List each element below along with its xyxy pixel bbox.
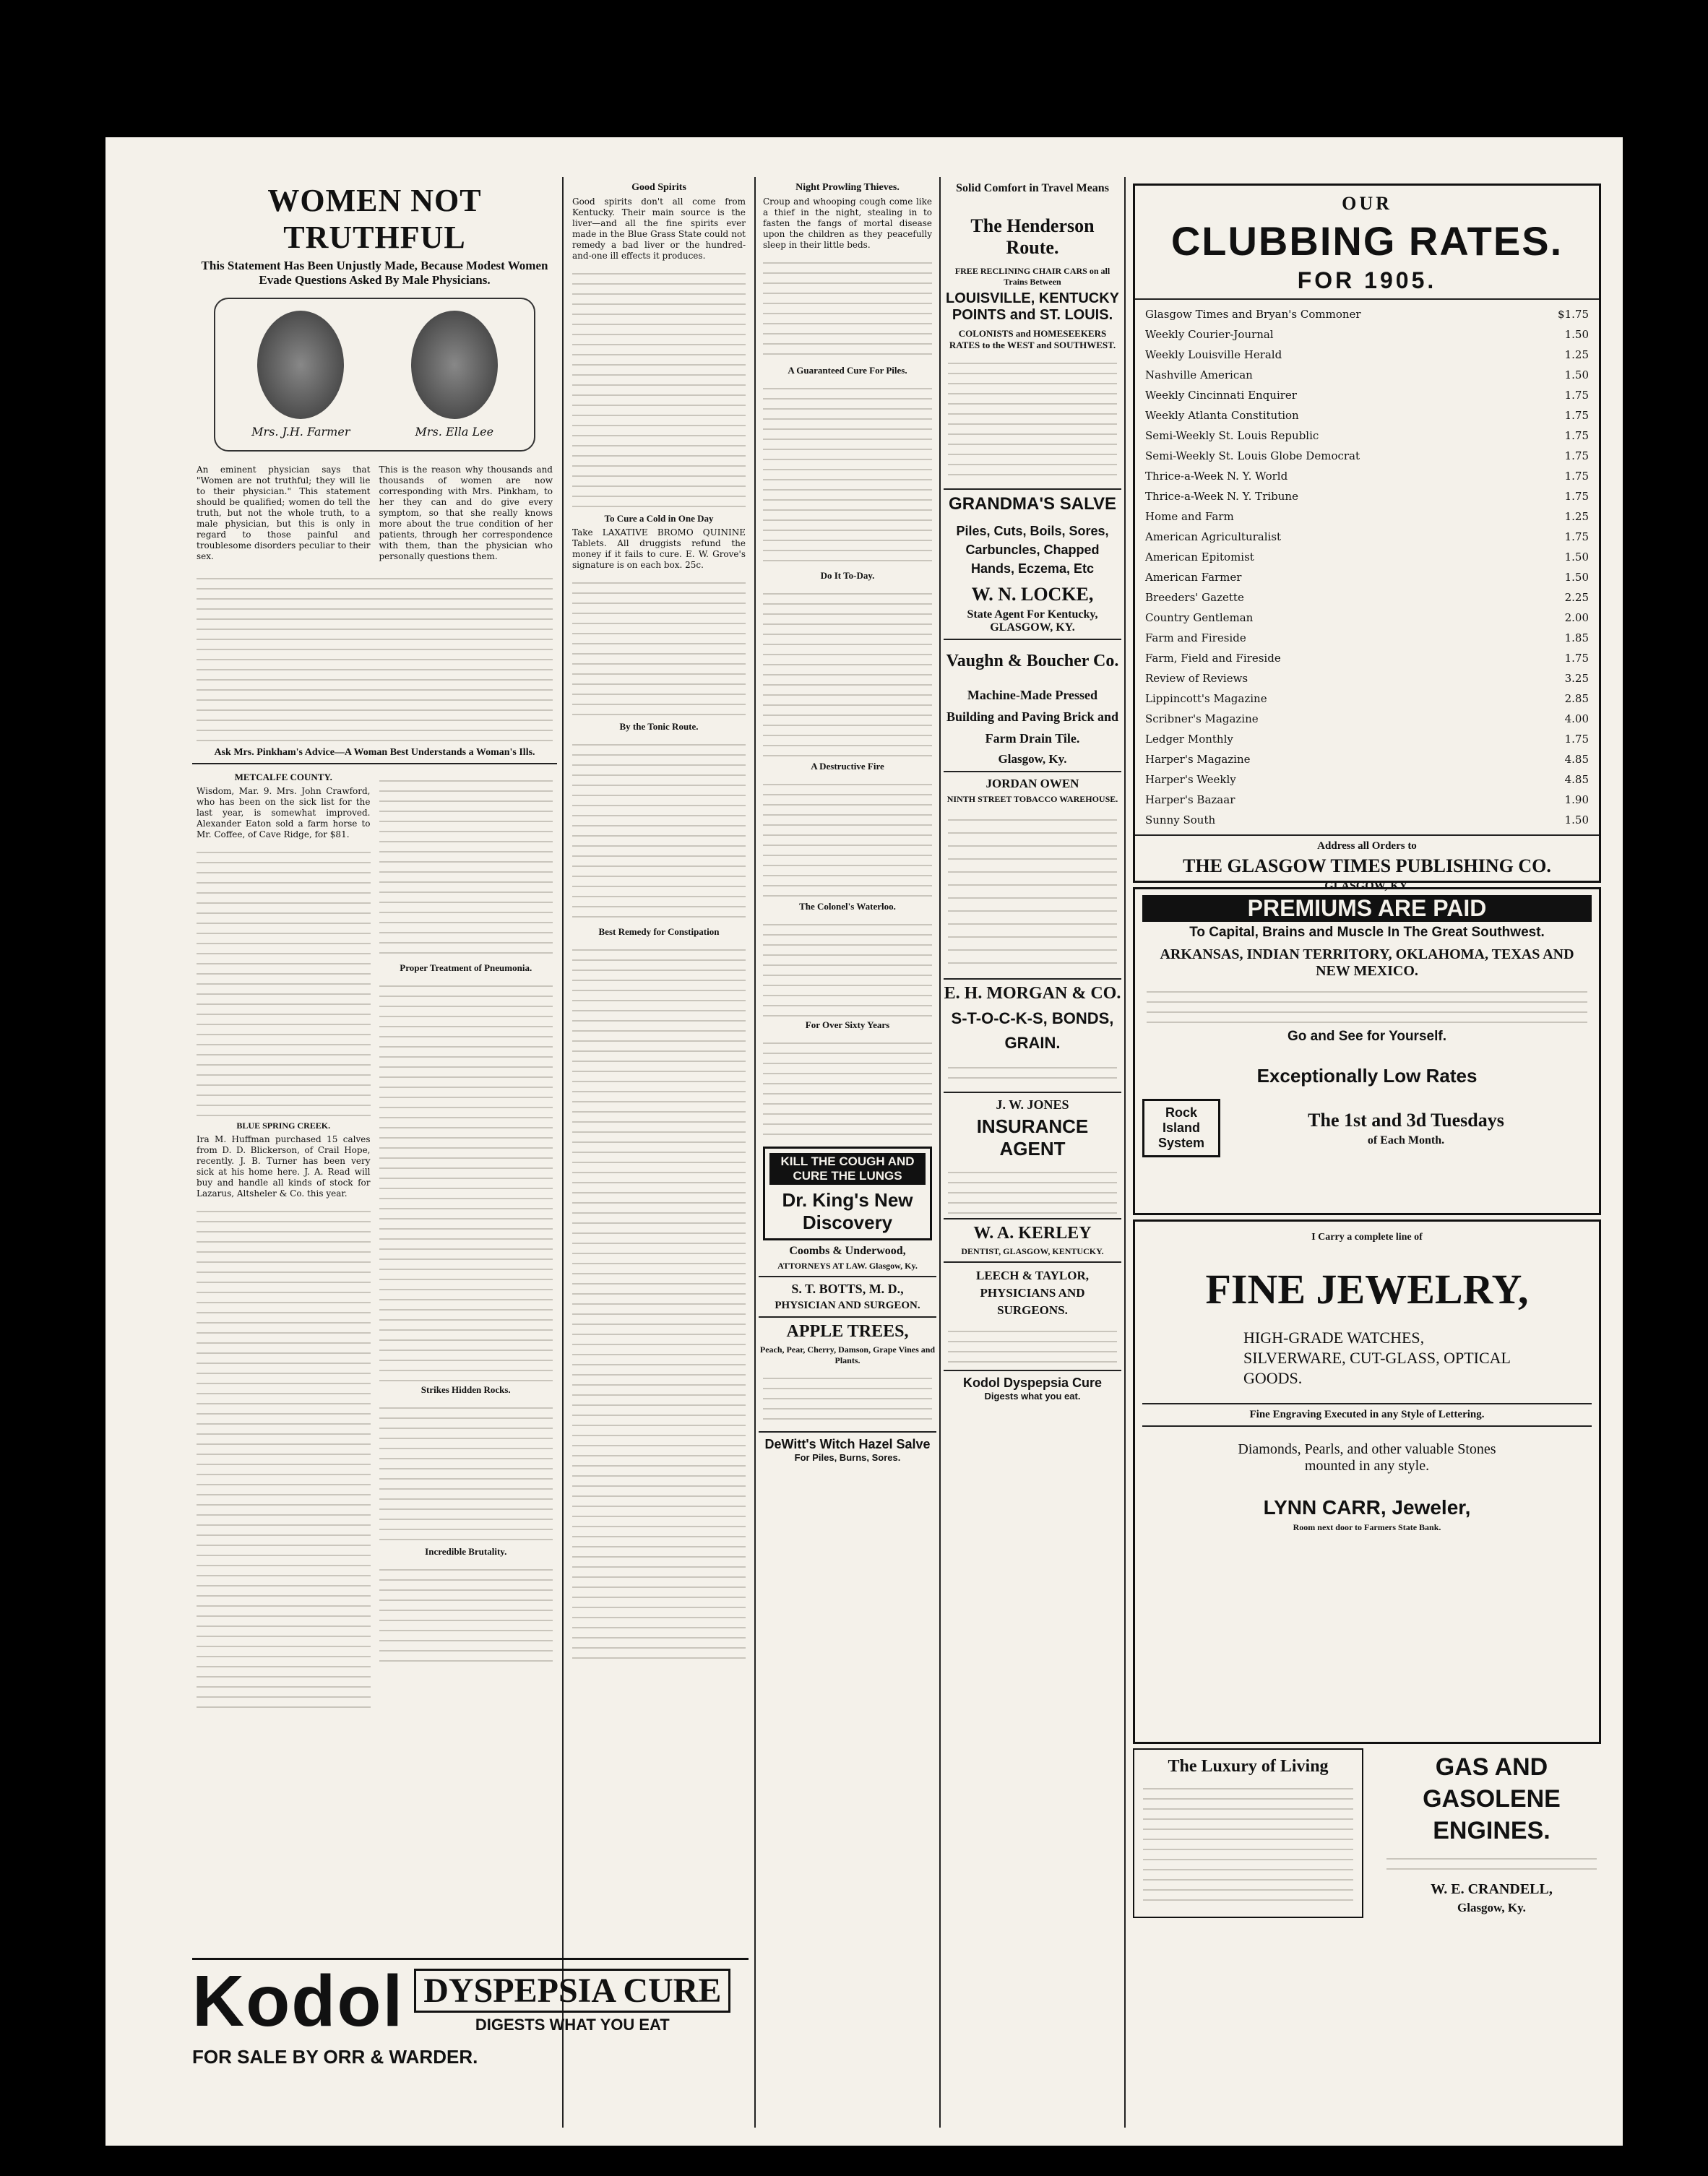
column-1 xyxy=(192,179,557,1949)
premiums-sub: To Capital, Brains and Muscle In The Great Southwest. xyxy=(1189,925,1545,940)
clubbing-title: CLUBBING RATES. xyxy=(1170,218,1563,264)
rate-name: Glasgow Times and Bryan's Commoner xyxy=(1145,308,1361,321)
proper-heading: Proper Treatment of Pneumonia. xyxy=(400,962,532,973)
rate-name: American Farmer xyxy=(1145,571,1242,584)
rate-price: 1.50 xyxy=(1564,813,1589,826)
rate-name: Ledger Monthly xyxy=(1145,733,1233,746)
constipation-heading: Best Remedy for Constipation xyxy=(598,926,720,937)
divider xyxy=(1135,834,1599,836)
rate-name: Harper's Bazaar xyxy=(1145,793,1235,806)
vaughn-city: Glasgow, Ky. xyxy=(998,752,1067,766)
rate-price: 1.50 xyxy=(1564,551,1589,564)
address-label: Address all Orders to xyxy=(1317,840,1417,852)
morgan-sub: S-T-O-C-K-S, BONDS, GRAIN. xyxy=(951,1009,1114,1052)
botts-sub: PHYSICIAN AND SURGEON. xyxy=(775,1300,920,1311)
dr-kings-ad xyxy=(763,1147,932,1240)
crandell-city: Glasgow, Ky. xyxy=(1457,1901,1526,1914)
rock-island-text xyxy=(1147,983,1587,1026)
crandell: W. E. CRANDELL, xyxy=(1431,1881,1553,1897)
gas-text xyxy=(1386,1849,1597,1878)
rate-price: 1.90 xyxy=(1564,793,1589,806)
publisher: THE GLASGOW TIMES PUBLISHING CO. xyxy=(1183,855,1551,876)
rate-row xyxy=(1135,506,1599,527)
blue-spring-body: Ira M. Huffman purchased 15 calves from D. D. Blickerson, of Crail Hope, recently. J. B. Turner has been very sick at his home here. J. A. Read will buy and handle all kinds of stock for Lazarus, Altsheler & Co. this year. xyxy=(197,1134,371,1199)
jordan-sub: NINTH STREET TOBACCO WAREHOUSE. xyxy=(946,794,1118,804)
coombs: Coombs & Underwood, xyxy=(789,1245,906,1257)
rate-row xyxy=(1135,729,1599,749)
colonel-text xyxy=(763,915,932,1016)
coombs-sub: ATTORNEYS AT LAW. Glasgow, Ky. xyxy=(777,1261,918,1271)
rate-row xyxy=(1135,486,1599,506)
apple-trees: APPLE TREES, xyxy=(786,1322,909,1341)
pinkham-footer: Ask Mrs. Pinkham's Advice—A Woman Best Understands a Woman's Ills. xyxy=(214,747,535,758)
luxury-text xyxy=(1143,1779,1353,1902)
rate-row xyxy=(1135,648,1599,668)
divider xyxy=(944,488,1121,490)
our-label: OUR xyxy=(1342,193,1392,214)
grandma-salve: GRANDMA'S SALVE xyxy=(949,494,1116,514)
rate-price: 2.85 xyxy=(1564,692,1589,705)
dewitt-sub: For Piles, Burns, Sores. xyxy=(794,1452,901,1463)
sixty-heading: For Over Sixty Years xyxy=(805,1019,890,1030)
rate-price: 1.75 xyxy=(1564,409,1589,422)
insurance-text xyxy=(948,1163,1117,1214)
rate-name: Farm and Fireside xyxy=(1145,631,1246,644)
kodol-ad xyxy=(192,1958,749,2104)
rate-name: Sunny South xyxy=(1145,813,1216,826)
each-month: of Each Month. xyxy=(1367,1134,1445,1147)
column-2 xyxy=(568,179,750,1949)
luxury-ad xyxy=(1133,1748,1363,1918)
article-body: This is the reason why thousands and thousands of women are now corresponding with Mrs. Pinkham, to her they can and do give every symptom, so that she really knows more about the true condition of her patients, through her correspondence with them, than the physician who personally questions them. xyxy=(379,465,553,561)
tonic-text xyxy=(572,735,746,923)
divider xyxy=(944,771,1121,772)
rate-row xyxy=(1135,790,1599,810)
column-5 xyxy=(1129,179,1605,2144)
kodol-logo: Kodol xyxy=(192,1961,405,2042)
vaughn: Vaughn & Boucher Co. xyxy=(946,652,1119,670)
luxury-title: The Luxury of Living xyxy=(1168,1757,1329,1776)
kill-cough: KILL THE COUGH AND CURE THE LUNGS xyxy=(769,1153,926,1185)
rate-row xyxy=(1135,324,1599,345)
rate-row xyxy=(1135,567,1599,587)
colonel-heading: The Colonel's Waterloo. xyxy=(799,901,896,912)
rate-row xyxy=(1135,385,1599,405)
divider xyxy=(944,1261,1121,1263)
strikes-heading: Strikes Hidden Rocks. xyxy=(420,1384,511,1395)
rate-name: Weekly Courier-Journal xyxy=(1145,328,1274,341)
column-rule xyxy=(754,177,756,2128)
gas-engines: GAS AND GASOLENE ENGINES. xyxy=(1423,1753,1561,1844)
go-see: Go and See for Yourself. xyxy=(1288,1029,1446,1044)
henderson-text xyxy=(948,354,1117,484)
rate-row xyxy=(1135,668,1599,688)
rate-name: Harper's Magazine xyxy=(1145,753,1251,766)
rate-row xyxy=(1135,405,1599,426)
leech-text xyxy=(948,1322,1117,1365)
rate-name: Nashville American xyxy=(1145,368,1253,381)
henderson-route: The Henderson Route. xyxy=(970,215,1095,258)
comfort-heading: Solid Comfort in Travel Means xyxy=(956,182,1109,194)
piles-heading: A Guaranteed Cure For Piles. xyxy=(788,365,907,376)
newspaper-page xyxy=(105,137,1623,2146)
rate-row xyxy=(1135,628,1599,648)
good-spirits-continued xyxy=(572,264,746,510)
column-rule xyxy=(1124,177,1126,2128)
headline-women: WOMEN NOT TRUTHFUL xyxy=(267,183,482,255)
metcalfe-body: Wisdom, Mar. 9. Mrs. John Crawford, who has been on the sick list for the last year, is somewhat improved. Alexander Eaton sold a farm horse to Mr. Coffee, of Cave Ridge, for $81. xyxy=(197,786,371,839)
rate-row xyxy=(1135,304,1599,324)
gas-engines-ad xyxy=(1382,1748,1601,1918)
rate-row xyxy=(1135,365,1599,385)
fine-jewelry: FINE JEWELRY, xyxy=(1205,1266,1529,1313)
rate-price: 1.50 xyxy=(1564,328,1589,341)
caption-farmer: Mrs. J.H. Farmer xyxy=(251,425,350,439)
fire-heading: A Destructive Fire xyxy=(811,761,884,772)
kodol-small-sub: Digests what you eat. xyxy=(984,1391,1081,1402)
rate-name: Breeders' Gazette xyxy=(1145,591,1244,604)
ad-text xyxy=(572,574,746,718)
divider xyxy=(759,1431,936,1433)
rate-price: 1.25 xyxy=(1564,348,1589,361)
rate-name: Weekly Louisville Herald xyxy=(1145,348,1282,361)
column-rule xyxy=(939,177,941,2128)
rate-price: 1.85 xyxy=(1564,631,1589,644)
jordan-text xyxy=(948,808,1117,974)
rates-list xyxy=(1135,304,1599,830)
rate-name: Farm, Field and Fireside xyxy=(1145,652,1281,665)
night-continued xyxy=(763,254,932,362)
fire-text xyxy=(763,775,932,898)
today-text xyxy=(763,584,932,758)
good-spirits-heading: Good Spirits xyxy=(631,182,686,193)
rate-name: Harper's Weekly xyxy=(1145,773,1236,786)
kodol-small: Kodol Dyspepsia Cure xyxy=(962,1376,1103,1390)
rate-price: 2.00 xyxy=(1564,611,1589,624)
piles-text xyxy=(763,379,932,567)
rate-name: American Agriculturalist xyxy=(1145,530,1282,543)
rate-price: 2.25 xyxy=(1564,591,1589,604)
column-rule xyxy=(562,177,564,2128)
dr-kings: Dr. King's New Discovery xyxy=(782,1189,913,1233)
tonic-heading: By the Tonic Route. xyxy=(619,721,699,732)
brutality-heading: Incredible Brutality. xyxy=(425,1546,507,1557)
col2-continued xyxy=(572,941,746,1663)
rate-row xyxy=(1135,587,1599,608)
rate-price: 1.75 xyxy=(1564,470,1589,483)
rate-price: 1.75 xyxy=(1564,449,1589,462)
rate-row xyxy=(1135,426,1599,446)
metcalfe-continued xyxy=(197,843,371,1118)
rate-name: American Epitomist xyxy=(1145,551,1254,564)
divider xyxy=(759,1316,936,1318)
night-body: Croup and whooping cough come like a thief in the night, stealing in to fasten the fangs of mortal disease upon the children as they peacefully sleep in their little beds. xyxy=(763,197,932,250)
rate-price: 1.75 xyxy=(1564,389,1589,402)
states: ARKANSAS, INDIAN TERRITORY, OKLAHOMA, TEXAS AND NEW MEXICO. xyxy=(1160,946,1574,979)
rate-price: $1.75 xyxy=(1558,308,1589,321)
divider xyxy=(1142,1403,1592,1404)
rate-name: Semi-Weekly St. Louis Globe Democrat xyxy=(1145,449,1360,462)
rate-name: Thrice-a-Week N. Y. Tribune xyxy=(1145,490,1298,503)
rate-row xyxy=(1135,345,1599,365)
today-heading: Do It To-Day. xyxy=(820,570,875,581)
rate-row xyxy=(1135,749,1599,769)
article-continued xyxy=(197,569,553,743)
rate-name: Country Gentleman xyxy=(1145,611,1254,624)
rate-price: 1.25 xyxy=(1564,510,1589,523)
rate-row xyxy=(1135,769,1599,790)
insurance-agent: INSURANCE AGENT xyxy=(976,1115,1089,1160)
divider xyxy=(944,1370,1121,1371)
jordan: JORDAN OWEN xyxy=(985,777,1079,790)
digests: DIGESTS WHAT YOU EAT xyxy=(475,2016,670,2034)
news-continued xyxy=(379,772,553,959)
portrait-lee xyxy=(411,311,498,419)
tuesdays: The 1st and 3d Tuesdays xyxy=(1308,1109,1504,1131)
rate-row xyxy=(1135,527,1599,547)
rate-price: 1.50 xyxy=(1564,368,1589,381)
diamonds: Diamonds, Pearls, and other valuable Stones mounted in any style. xyxy=(1238,1441,1496,1474)
article-body: An eminent physician says that "Women are not truthful; they will lie to their physician." This statement should be qualified; women do tell the truth, but not the whole truth, to a male physician, but this is only in regard to those painful and troublesome disorders peculiar to their sex. xyxy=(197,465,371,561)
divider xyxy=(944,1092,1121,1093)
dyspepsia-cure: DYSPEPSIA CURE xyxy=(414,1969,730,2013)
morgan-text xyxy=(948,1058,1117,1087)
rate-price: 3.25 xyxy=(1564,672,1589,685)
rate-price: 4.85 xyxy=(1564,753,1589,766)
engraving: Fine Engraving Executed in any Style of Lettering. xyxy=(1249,1409,1485,1420)
divider xyxy=(192,763,557,764)
carr-sub: Room next door to Farmers State Bank. xyxy=(1293,1522,1441,1532)
rate-row xyxy=(1135,446,1599,466)
rate-row xyxy=(1135,688,1599,709)
locke-sub: State Agent For Kentucky, GLASGOW, KY. xyxy=(967,608,1098,634)
morgan: E. H. MORGAN & CO. xyxy=(944,984,1121,1003)
metcalfe-heading: METCALFE COUNTY. xyxy=(234,772,332,782)
rate-price: 1.75 xyxy=(1564,429,1589,442)
rate-row xyxy=(1135,709,1599,729)
sold-by: FOR SALE BY ORR & WARDER. xyxy=(192,2046,478,2068)
rate-price: 1.75 xyxy=(1564,530,1589,543)
sixty-text xyxy=(763,1034,932,1142)
blue-spring-continued xyxy=(197,1202,371,1708)
rate-name: Scribner's Magazine xyxy=(1145,712,1259,725)
apple-text xyxy=(763,1369,932,1427)
jewelry-items: HIGH-GRADE WATCHES, SILVERWARE, CUT-GLASS, OPTICAL GOODS. xyxy=(1243,1329,1511,1387)
jewelry-intro: I Carry a complete line of xyxy=(1311,1232,1423,1243)
portrait-illustration xyxy=(214,298,535,452)
leech-taylor: LEECH & TAYLOR, PHYSICIANS AND SURGEONS. xyxy=(975,1269,1090,1317)
rate-row xyxy=(1135,608,1599,628)
pneumonia-text xyxy=(379,977,553,1381)
rate-price: 4.85 xyxy=(1564,773,1589,786)
kerley-sub: DENTIST, GLASGOW, KENTUCKY. xyxy=(961,1246,1104,1256)
subheadline: This Statement Has Been Unjustly Made, Because Modest Women Evade Questions Asked By Male Physicians. xyxy=(201,259,548,287)
caption-lee: Mrs. Ella Lee xyxy=(415,425,494,439)
rate-price: 4.00 xyxy=(1564,712,1589,725)
rate-row xyxy=(1135,547,1599,567)
lynn-carr: LYNN CARR, Jeweler, xyxy=(1263,1496,1471,1519)
cures-list: Piles, Cuts, Boils, Sores, Carbuncles, Chapped Hands, Eczema, Etc xyxy=(956,524,1109,576)
divider xyxy=(944,639,1121,640)
column-4 xyxy=(944,179,1121,2130)
rate-name: Review of Reviews xyxy=(1145,672,1248,685)
kerley: W. A. KERLEY xyxy=(973,1224,1092,1243)
jones: J. W. JONES xyxy=(996,1097,1069,1112)
blue-spring-heading: BLUE SPRING CREEK. xyxy=(236,1121,331,1131)
divider xyxy=(1142,1425,1592,1427)
divider xyxy=(1135,298,1599,300)
good-spirits-body: Good spirits don't all come from Kentucky. Their main source is the liver—and all the fine spirits ever made in the Blue Grass State could not remedy a bad liver or the hundred-and-one ill effects it produces. xyxy=(572,197,746,261)
rate-price: 1.75 xyxy=(1564,652,1589,665)
divider xyxy=(944,978,1121,980)
rock-island-ad xyxy=(1133,887,1601,1215)
rock-island-logo: Rock Island System xyxy=(1142,1099,1220,1157)
vaughn-sub: Machine-Made Pressed Building and Paving Brick and Farm Drain Tile. xyxy=(946,688,1119,746)
colonists: COLONISTS and HOMESEEKERS RATES to the WEST and SOUTHWEST. xyxy=(949,328,1116,350)
brutality-text xyxy=(379,1560,553,1662)
rate-row xyxy=(1135,810,1599,830)
low-rates: Exceptionally Low Rates xyxy=(1256,1065,1478,1087)
rate-name: Weekly Cincinnati Enquirer xyxy=(1145,389,1297,402)
rate-price: 1.75 xyxy=(1564,733,1589,746)
rate-price: 1.50 xyxy=(1564,571,1589,584)
cold-heading: To Cure a Cold in One Day xyxy=(604,513,714,524)
divider xyxy=(944,1218,1121,1219)
chairs: FREE RECLINING CHAIR CARS on all Trains Between xyxy=(954,266,1110,287)
column-3 xyxy=(759,179,936,2130)
rate-name: Lippincott's Magazine xyxy=(1145,692,1267,705)
clubbing-rates-box xyxy=(1133,184,1601,892)
cold-body: Take LAXATIVE BROMO QUININE Tablets. All druggists refund the money if it fails to cure. E. W. Grove's signature is on each box. 25c. xyxy=(572,527,746,570)
night-heading: Night Prowling Thieves. xyxy=(795,182,900,193)
rate-name: Thrice-a-Week N. Y. World xyxy=(1145,470,1288,483)
botts: S. T. BOTTS, M. D., xyxy=(791,1282,904,1296)
premiums-title: PREMIUMS ARE PAID xyxy=(1142,895,1592,922)
year-label: FOR 1905. xyxy=(1297,267,1437,293)
rate-name: Home and Farm xyxy=(1145,510,1234,523)
strikes-text xyxy=(379,1399,553,1543)
rate-name: Weekly Atlanta Constitution xyxy=(1145,409,1299,422)
rate-price: 1.75 xyxy=(1564,490,1589,503)
rate-row xyxy=(1135,466,1599,486)
cities: LOUISVILLE, KENTUCKY POINTS and ST. LOUIS. xyxy=(945,290,1119,323)
divider xyxy=(759,1276,936,1277)
portrait-farmer xyxy=(257,311,344,419)
dewitt-salve: DeWitt's Witch Hazel Salve xyxy=(764,1437,931,1451)
jewelry-ad xyxy=(1133,1219,1601,1744)
publisher-city: GLASGOW, KY. xyxy=(1324,880,1410,892)
rate-name: Semi-Weekly St. Louis Republic xyxy=(1145,429,1319,442)
locke: W. N. LOCKE, xyxy=(971,584,1094,605)
apple-sub: Peach, Pear, Cherry, Damson, Grape Vines and Plants. xyxy=(759,1344,936,1365)
